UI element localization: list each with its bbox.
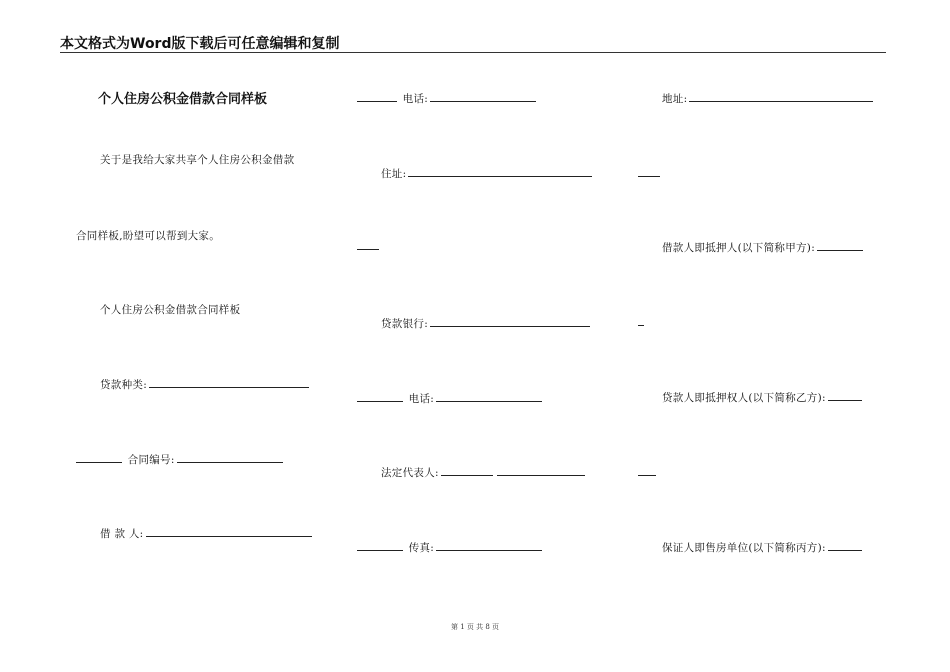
legal-rep-blank-1[interactable] bbox=[441, 474, 493, 476]
borrower-row bbox=[100, 527, 314, 541]
fax-row bbox=[357, 541, 544, 555]
party-b-continuation bbox=[638, 466, 658, 480]
party-c-label: 保证人即售房单位(以下简称丙方): bbox=[662, 542, 826, 554]
address-label-3: 地址: bbox=[662, 93, 688, 105]
intro-line-2: 合同样板,盼望可以帮到大家。 bbox=[76, 230, 221, 242]
address-row-3 bbox=[662, 92, 875, 106]
address-continuation bbox=[357, 240, 381, 254]
column-1 bbox=[76, 0, 326, 672]
phone-prefix-blank-1[interactable] bbox=[357, 100, 397, 102]
party-b-blank[interactable] bbox=[828, 399, 862, 401]
address-continuation-blank-3[interactable] bbox=[638, 175, 660, 177]
phone-row-2 bbox=[357, 392, 544, 406]
document-header: 本文格式为Word版下载后可任意编辑和复制 bbox=[60, 36, 340, 52]
page-footer: 第 1 页 共 8 页 bbox=[450, 623, 500, 631]
party-a-continuation bbox=[638, 316, 646, 330]
fax-prefix-blank[interactable] bbox=[357, 549, 403, 551]
phone-blank-1[interactable] bbox=[430, 100, 536, 102]
borrower-label: 借 款 人: bbox=[100, 528, 144, 540]
party-c-blank[interactable] bbox=[828, 549, 862, 551]
column-3 bbox=[638, 0, 888, 672]
party-a-label: 借款人即抵押人(以下简称甲方): bbox=[662, 242, 816, 254]
loan-type-row bbox=[100, 378, 311, 392]
contract-prefix-blank[interactable] bbox=[76, 461, 122, 463]
loan-type-label: 贷款种类: bbox=[100, 379, 148, 391]
address-row bbox=[381, 167, 594, 181]
address-blank-3[interactable] bbox=[689, 100, 873, 102]
phone-prefix-blank-2[interactable] bbox=[357, 400, 403, 402]
lender-bank-row bbox=[381, 317, 592, 331]
address-label: 住址: bbox=[381, 168, 407, 180]
contract-no-label: 合同编号: bbox=[127, 454, 175, 466]
party-b-label: 贷款人即抵押权人(以下简称乙方): bbox=[662, 392, 826, 404]
subtitle: 个人住房公积金借款合同样板 bbox=[100, 304, 241, 316]
lender-bank-blank[interactable] bbox=[430, 325, 590, 327]
fax-blank[interactable] bbox=[436, 549, 542, 551]
phone-blank-2[interactable] bbox=[436, 400, 542, 402]
borrower-blank[interactable] bbox=[146, 535, 312, 537]
loan-type-blank[interactable] bbox=[149, 386, 309, 388]
party-b-row bbox=[662, 391, 864, 405]
lender-bank-label: 贷款银行: bbox=[381, 318, 429, 330]
party-a-row bbox=[662, 241, 865, 255]
party-a-continuation-blank[interactable] bbox=[638, 324, 644, 326]
party-a-blank[interactable] bbox=[817, 249, 863, 251]
fax-label: 传真: bbox=[408, 542, 435, 554]
phone-label-1: 电话: bbox=[402, 93, 429, 105]
phone-row-1 bbox=[357, 92, 538, 106]
column-2 bbox=[357, 0, 607, 672]
address-blank[interactable] bbox=[408, 175, 592, 177]
party-c-row bbox=[662, 541, 864, 555]
document-title: 个人住房公积金借款合同样板 bbox=[98, 92, 268, 107]
contract-no-blank[interactable] bbox=[177, 461, 283, 463]
address-continuation-3 bbox=[638, 167, 662, 181]
intro-line-1: 关于是我给大家共享个人住房公积金借款 bbox=[100, 154, 295, 166]
legal-rep-blank-2[interactable] bbox=[497, 474, 585, 476]
legal-rep-label: 法定代表人: bbox=[381, 467, 439, 479]
legal-rep-row bbox=[381, 466, 587, 480]
phone-label-2: 电话: bbox=[408, 393, 435, 405]
contract-no-row bbox=[76, 453, 285, 467]
address-continuation-blank[interactable] bbox=[357, 248, 379, 250]
party-b-continuation-blank[interactable] bbox=[638, 474, 656, 476]
